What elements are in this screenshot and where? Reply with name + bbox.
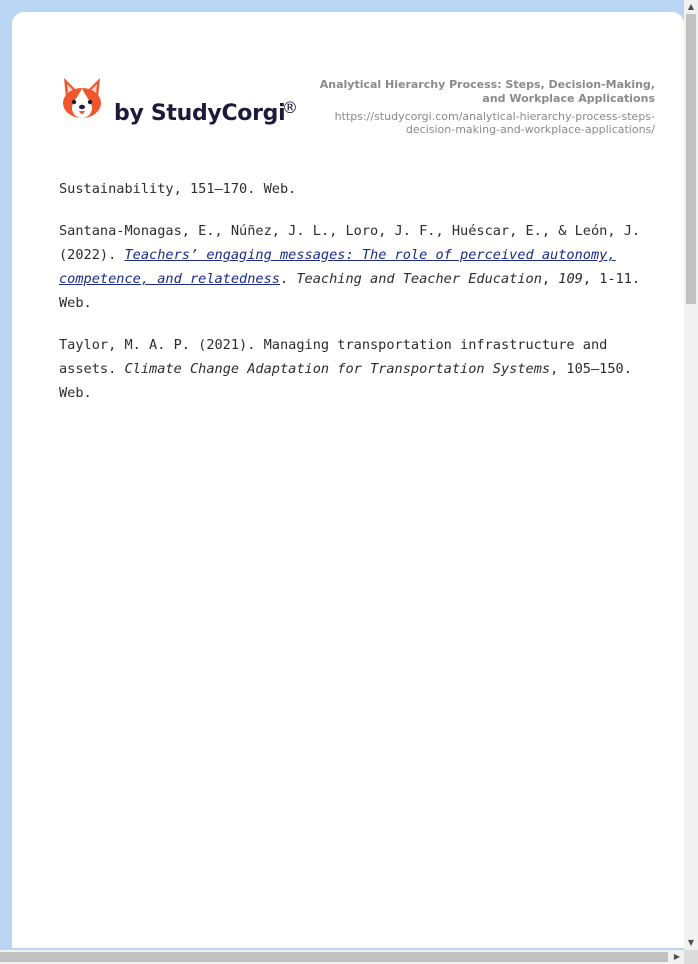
- reference-item: [59, 177, 657, 201]
- scrollbar-corner: [684, 950, 698, 964]
- reference-separator: .: [279, 271, 297, 287]
- vertical-scroll-thumb[interactable]: [686, 14, 696, 304]
- registered-mark: ®: [282, 98, 298, 117]
- scroll-down-arrow-icon[interactable]: ▼: [687, 938, 695, 947]
- vertical-scrollbar[interactable]: [684, 0, 698, 950]
- reference-pages: , 1-11. Web.: [59, 271, 641, 311]
- document-page: [12, 12, 684, 948]
- reference-authors: Santana-Monagas, E., Núñez, J. L., Loro, J. F., Huéscar, E., & León, J. (2022).: [59, 223, 641, 263]
- reference-text: Sustainability, 151–170. Web.: [59, 181, 297, 197]
- references-list: [59, 177, 657, 423]
- reference-volume: 109: [558, 271, 583, 287]
- studycorgi-logo[interactable]: [60, 76, 310, 126]
- reference-journal: Teaching and Teacher Education: [296, 271, 542, 287]
- reference-item: [59, 333, 657, 405]
- corgi-icon: [60, 76, 104, 122]
- reference-separator: ,: [541, 271, 559, 287]
- horizontal-scroll-thumb[interactable]: [0, 952, 668, 962]
- reference-journal: Climate Change Adaptation for Transportation Systems: [124, 361, 551, 377]
- reference-item: [59, 219, 657, 315]
- horizontal-scrollbar[interactable]: [0, 950, 684, 964]
- scroll-right-arrow-icon[interactable]: ▶: [673, 952, 681, 961]
- logo-text: by StudyCorgi: [114, 101, 286, 126]
- scroll-up-arrow-icon[interactable]: ▲: [687, 2, 695, 11]
- document-title: Analytical Hierarchy Process: Steps, Decision-Making, and Workplace Applications: [319, 78, 655, 105]
- page-header: [60, 68, 655, 138]
- reference-link[interactable]: Teachers’ engaging messages: The role of perceived autonomy, competence, and relatedness: [59, 247, 616, 287]
- document-url[interactable]: https://studycorgi.com/analytical-hierarchy-process-steps-decision-making-and-workplace-applications/: [334, 110, 655, 136]
- document-meta: [295, 68, 655, 136]
- reference-authors: Taylor, M. A. P. (2021). Managing transportation infrastructure and assets.: [59, 337, 608, 377]
- reference-pages: , 105–150. Web.: [59, 361, 632, 401]
